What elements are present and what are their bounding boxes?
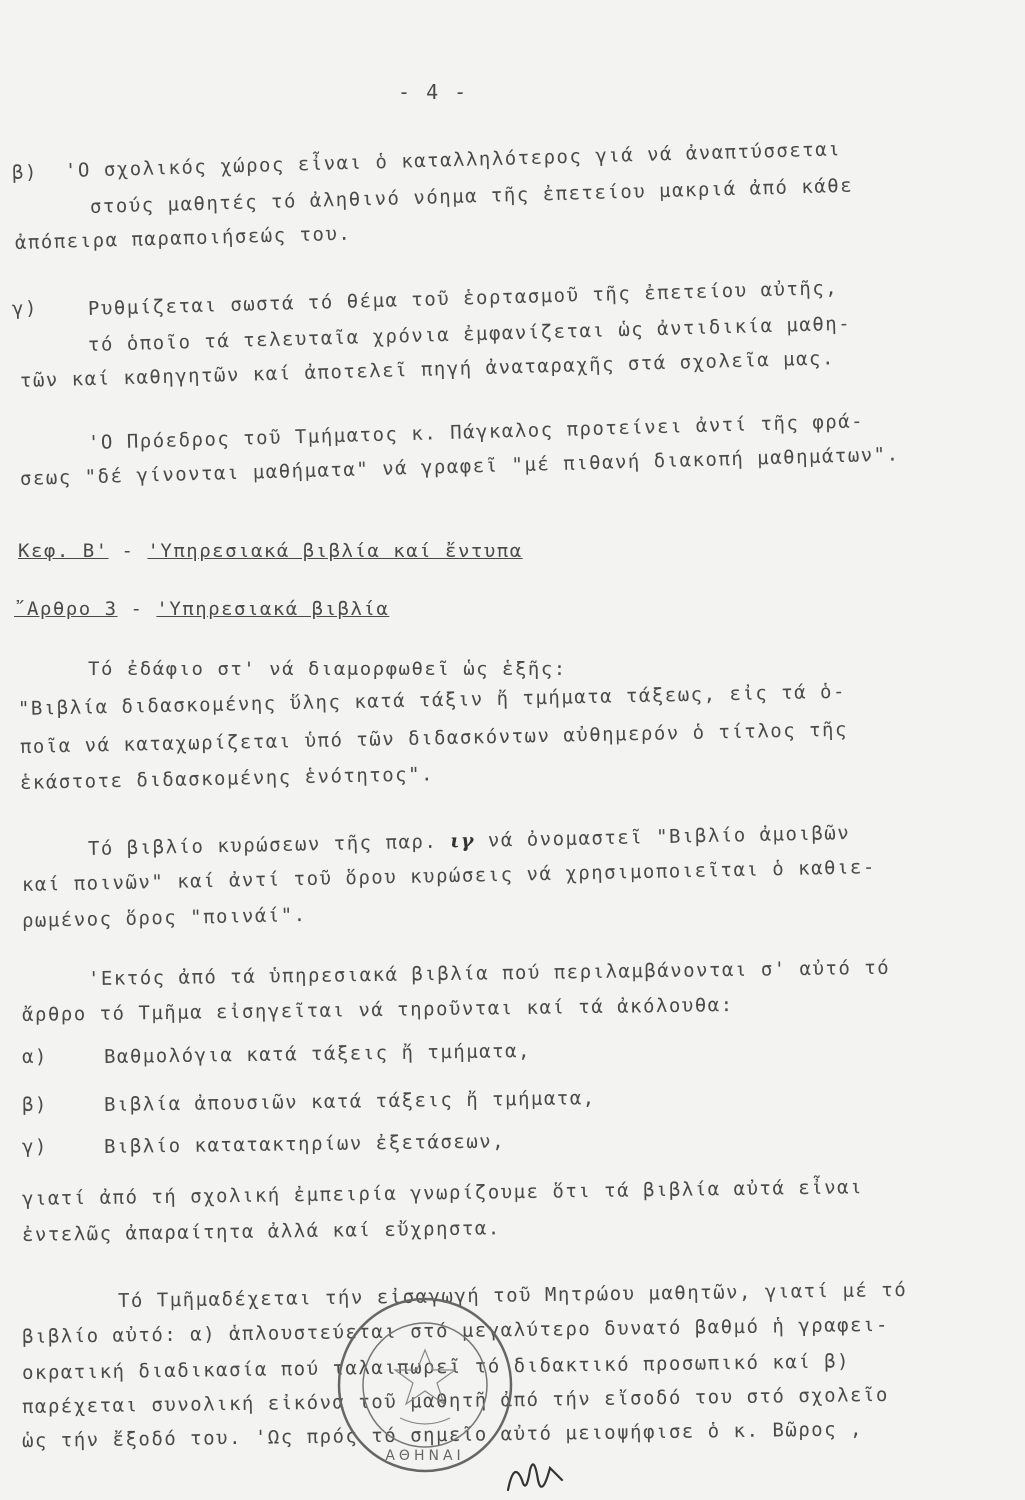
item-beta-line-2: στούς μαθητές τό ἀληθινό νόημα τῆς ἐπετείου μακριά ἀπό κάθε (89, 174, 854, 218)
list-item-b: Βιβλία ἀπουσιῶν κατά τάξεις ἤ τμήματα, (103, 1087, 596, 1116)
handwritten-signature-icon (500, 1450, 570, 1500)
handwritten-paragraph-number: ιγ (450, 829, 476, 853)
chapter-heading (18, 540, 523, 562)
article-heading (14, 598, 389, 620)
article-dash: - (130, 598, 144, 620)
para-kyroseon-start: Τό βιβλίο κυρώσεων τῆς παρ. (87, 830, 438, 860)
para-mitroou-line-1: Τό Τμῆμαδέχεται τήν εἰσαγωγή τοῦ Μητρώου μαθητῶν, γιατί μέ τό (117, 1278, 908, 1312)
item-gamma-line-1: Ρυθμίζεται σωστά τό θέμα τοῦ ἑορτασμοῦ τῆς ἐπετείου αὐτῆς, (87, 277, 839, 320)
list-marker-c: γ) (21, 1135, 49, 1158)
article-label: ῎Αρθρο 3 (14, 598, 118, 620)
stamp-text: ΑΘΗΝΑΙ (385, 1448, 465, 1464)
item-gamma-marker: γ) (11, 297, 39, 320)
para-ektos-line-1: 'Εκτός ἀπό τά ὑπηρεσιακά βιβλία πού περιλαμβάνονται σ' αὐτό τό (87, 956, 891, 990)
list-item-c: Βιβλίο κατατακτηρίων ἐξετάσεων, (103, 1130, 506, 1158)
para-kyroseon-line-2: καί ποινῶν" καί ἀντί τοῦ ὅρου κυρώσεις νά χρησιμοποιεῖται ὁ καθιε- (21, 856, 877, 896)
para-ektos-line-2: ἄρθρο τό Τμῆμα εἰσηγεῖται νά τηροῦνται καί τά ἀκόλουθα: (21, 994, 734, 1026)
para-giati-line-2: ἐντελῶς ἀπαραίτητα ἀλλά καί εὔχρηστα. (21, 1217, 501, 1246)
item-beta-marker: β) (11, 161, 39, 184)
para-mitroou-line-4: παρέχεται συνολική εἰκόνα τοῦ μαθητῆ ἀπό τήν εἴσοδό του στό σχολεῖο (21, 1383, 889, 1418)
item-beta-line-1: 'Ο σχολικός χώρος εἶναι ὁ καταλληλότερος γιά νά ἀναπτύσσεται (64, 138, 842, 182)
para-kyroseon-line-1 (88, 822, 851, 860)
para-st-line-1: Τό ἐδάφιο στ' νά διαμορφωθεῖ ὡς ἑξῆς: (88, 658, 567, 680)
para-mitroou-line-2: βιβλίο αὐτό: α) ἁπλουστεύεται στό μεγαλύτερο δυνατό βαθμό ἡ γραφει- (21, 1313, 889, 1348)
list-marker-a: α) (21, 1045, 49, 1068)
chapter-title: 'Υπηρεσιακά βιβλία καί ἔντυπα (147, 540, 523, 562)
para-st-line-2: "Βιβλία διδασκομένης ὕλης κατά τάξιν ἤ τμήματα τάξεως, εἰς τά ὁ- (17, 680, 847, 720)
para-kyroseon-line-3: ρωμένος ὅρος "ποινάί". (21, 904, 307, 932)
item-gamma-line-2: τό ὁποῖο τά τελευταῖα χρόνια ἐμφανίζεται ὡς ἀντιδικία μαθη- (87, 312, 852, 356)
list-marker-b: β) (21, 1093, 49, 1116)
list-item-a: Βαθμολόγια κατά τάξεις ἤ τμήματα, (103, 1040, 532, 1068)
item-beta-line-3: ἀπόπειρα παραποιήσεώς του. (14, 222, 352, 254)
chapter-label: Κεφ. Β' (18, 540, 109, 562)
page-number: - 4 - (398, 80, 469, 104)
article-title: 'Υπηρεσιακά βιβλία (156, 598, 390, 620)
chapter-dash: - (121, 540, 135, 562)
para-mitroou-line-3: οκρατική διαδικασία πού ταλαιπωρεῖ τό διδακτικό προσωπικό καί β) (21, 1350, 851, 1384)
para-mitroou-line-5: ὡς τήν ἔξοδό του. 'Ως πρός τό σημεῖο αὐτό μειοψήφισε ὁ κ. Βῶρος , (21, 1418, 864, 1452)
para-st-line-4: ἑκάστοτε διδασκομένης ἑνότητος". (19, 763, 435, 794)
president-para-line-1: 'Ο Πρόεδρος τοῦ Τμήματος κ. Πάγκαλος προτείνει ἀντί τῆς φρά- (87, 410, 865, 454)
official-stamp-icon (330, 1290, 520, 1480)
para-st-line-3: ποῖα νά καταχωρίζεται ὑπό τῶν διδασκόντων αὐθημερόν ὁ τίτλος τῆς (19, 718, 849, 758)
para-kyroseon-end: νά ὀνομαστεῖ "Βιβλίο ἀμοιβῶν (487, 822, 851, 852)
item-gamma-line-3: τῶν καί καθηγητῶν καί ἀποτελεῖ πηγή ἀναταραχῆς στά σχολεῖα μας. (19, 347, 836, 392)
para-giati-line-1: γιατί ἀπό τή σχολική ἐμπειρία γνωρίζουμε ὅτι τά βιβλία αὐτά εἶναι (21, 1176, 864, 1210)
president-para-line-2: σεως "δέ γίνονται μαθήματα" νά γραφεῖ "μέ πιθανή διακοπή μαθημάτων". (19, 443, 900, 490)
